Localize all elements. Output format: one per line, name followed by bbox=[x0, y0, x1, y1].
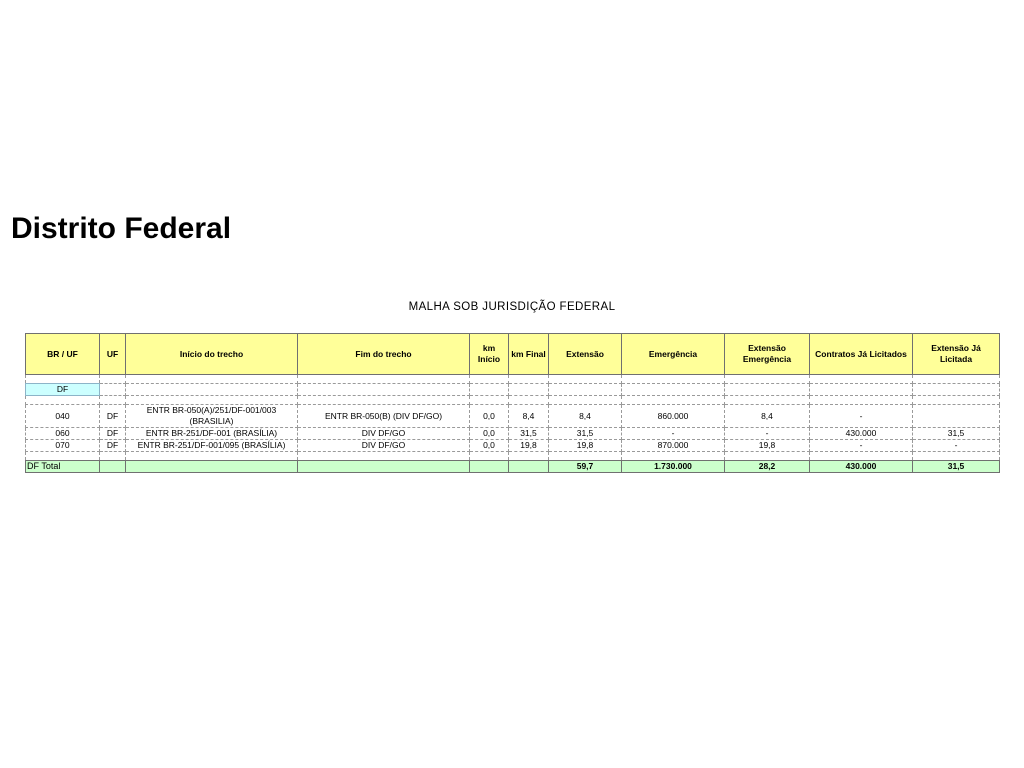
cell-emergencia: - bbox=[622, 428, 725, 440]
cell-uf: DF bbox=[100, 428, 126, 440]
spacer-row bbox=[26, 396, 1000, 405]
cell-extensao-emergencia: 19,8 bbox=[725, 440, 810, 452]
cell-inicio: ENTR BR-251/DF-001 (BRASÍLIA) bbox=[126, 428, 298, 440]
header-extensao: Extensão bbox=[549, 334, 622, 375]
cell-fim: DIV DF/GO bbox=[298, 440, 470, 452]
cell-br: 040 bbox=[26, 405, 100, 428]
header-contratos: Contratos Já Licitados bbox=[810, 334, 913, 375]
spacer-row bbox=[26, 452, 1000, 461]
cell-fim: ENTR BR-050(B) (DIV DF/GO) bbox=[298, 405, 470, 428]
header-emergencia: Emergência bbox=[622, 334, 725, 375]
table-row bbox=[26, 405, 1000, 428]
total-extensao: 59,7 bbox=[549, 461, 622, 473]
cell-inicio: ENTR BR-050(A)/251/DF-001/003 (BRASILIA) bbox=[126, 405, 298, 428]
header-km-inicio: km Início bbox=[470, 334, 509, 375]
table-row bbox=[26, 428, 1000, 440]
cell-uf: DF bbox=[100, 440, 126, 452]
table-row bbox=[26, 440, 1000, 452]
cell-km-final: 31,5 bbox=[509, 428, 549, 440]
cell-extensao-emergencia: - bbox=[725, 428, 810, 440]
group-label: DF bbox=[26, 384, 100, 396]
cell-km-final: 19,8 bbox=[509, 440, 549, 452]
total-extensao-emergencia: 28,2 bbox=[725, 461, 810, 473]
header-row bbox=[26, 334, 1000, 375]
header-inicio: Início do trecho bbox=[126, 334, 298, 375]
cell-extensao-licitada: - bbox=[913, 440, 1000, 452]
table-title: MALHA SOB JURISDIÇÃO FEDERAL bbox=[408, 301, 616, 313]
header-extensao-emergencia: Extensão Emergência bbox=[725, 334, 810, 375]
cell-extensao: 8,4 bbox=[549, 405, 622, 428]
cell-extensao-emergencia: 8,4 bbox=[725, 405, 810, 428]
cell-fim: DIV DF/GO bbox=[298, 428, 470, 440]
total-contratos: 430.000 bbox=[810, 461, 913, 473]
malha-table bbox=[25, 333, 1000, 473]
total-label: DF Total bbox=[26, 461, 100, 473]
cell-br: 060 bbox=[26, 428, 100, 440]
cell-km-inicio: 0,0 bbox=[470, 428, 509, 440]
cell-km-inicio: 0,0 bbox=[470, 405, 509, 428]
total-row bbox=[26, 461, 1000, 473]
cell-contratos: - bbox=[810, 405, 913, 428]
total-emergencia: 1.730.000 bbox=[622, 461, 725, 473]
header-br-uf: BR / UF bbox=[26, 334, 100, 375]
cell-km-final: 8,4 bbox=[509, 405, 549, 428]
cell-emergencia: 870.000 bbox=[622, 440, 725, 452]
spacer-row bbox=[26, 375, 1000, 384]
cell-extensao: 19,8 bbox=[549, 440, 622, 452]
page-title: Distrito Federal bbox=[11, 212, 232, 245]
cell-uf: DF bbox=[100, 405, 126, 428]
cell-contratos: 430.000 bbox=[810, 428, 913, 440]
header-uf: UF bbox=[100, 334, 126, 375]
cell-extensao-licitada: 31,5 bbox=[913, 428, 1000, 440]
header-km-final: km Final bbox=[509, 334, 549, 375]
cell-emergencia: 860.000 bbox=[622, 405, 725, 428]
cell-contratos: - bbox=[810, 440, 913, 452]
cell-br: 070 bbox=[26, 440, 100, 452]
cell-extensao: 31,5 bbox=[549, 428, 622, 440]
total-extensao-licitada: 31,5 bbox=[913, 461, 1000, 473]
cell-inicio: ENTR BR-251/DF-001/095 (BRASÍLIA) bbox=[126, 440, 298, 452]
header-extensao-licitada: Extensão Já Licitada bbox=[913, 334, 1000, 375]
cell-km-inicio: 0,0 bbox=[470, 440, 509, 452]
header-fim: Fim do trecho bbox=[298, 334, 470, 375]
cell-extensao-licitada bbox=[913, 405, 1000, 428]
group-row bbox=[26, 384, 1000, 396]
